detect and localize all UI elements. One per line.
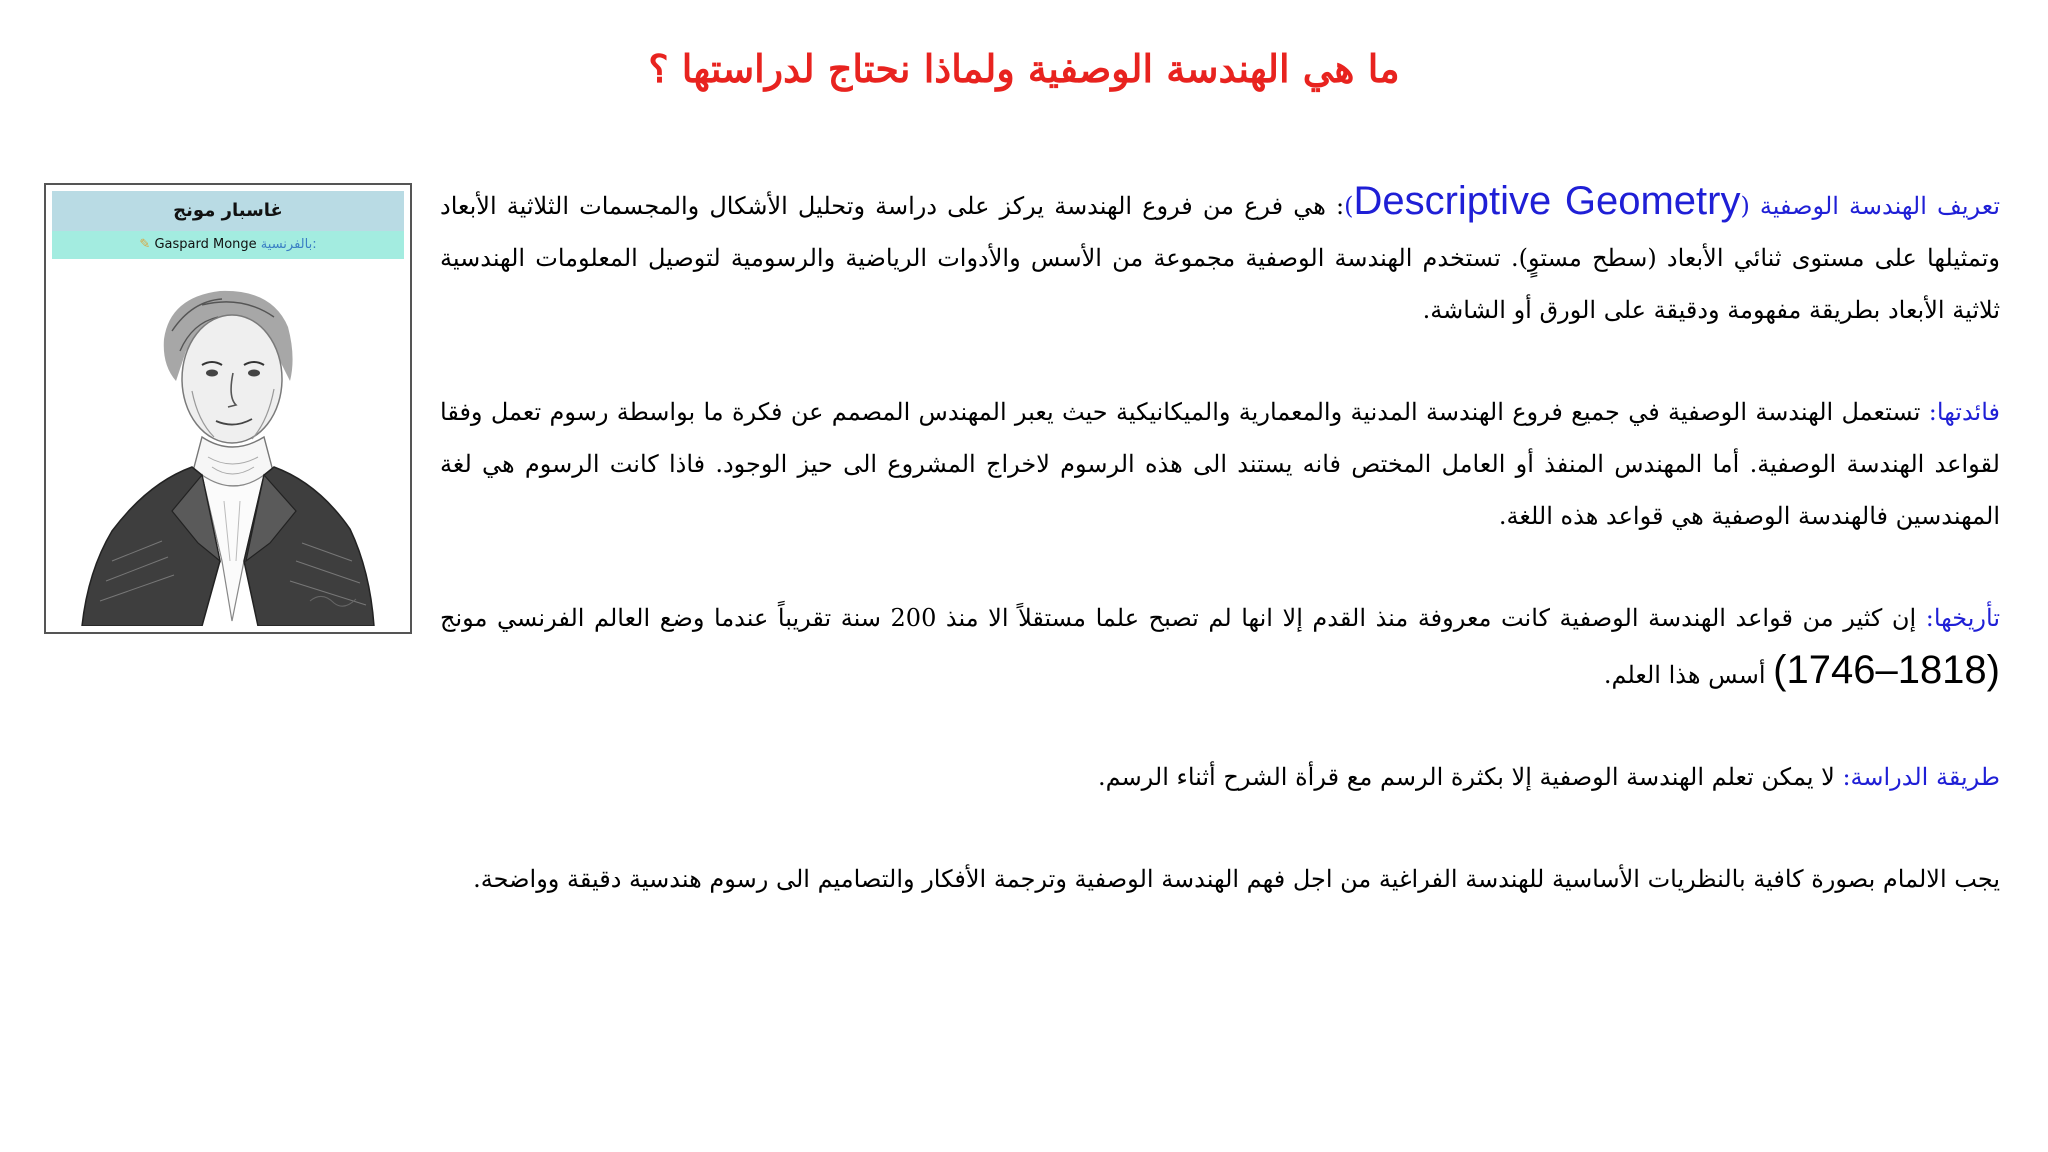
page-title: ما هي الهندسة الوصفية ولماذا نحتاج لدراستها ؟ bbox=[648, 46, 1400, 91]
method-text: لا يمكن تعلم الهندسة الوصفية إلا بكثرة الرسم مع قرأة الشرح أثناء الرسم. bbox=[1097, 763, 1843, 791]
definition-close: ) bbox=[1344, 192, 1354, 220]
definition-label: تعريف الهندسة الوصفية ( bbox=[1740, 192, 2001, 220]
card-subtitle bbox=[52, 231, 404, 259]
method-label: طريقة الدراسة: bbox=[1842, 763, 2000, 791]
history-years: (1746–1818) bbox=[1773, 648, 2000, 692]
history-text: إن كثير من قواعد الهندسة الوصفية كانت معروفة منذ القدم إلا انها لم تصبح علما مستقلاً الا منذ 200 سنة تقريباً عندما وضع العالم الفرنسي مونج bbox=[440, 604, 1926, 632]
definition-latin-term: Descriptive Geometry bbox=[1353, 179, 1741, 223]
definition-text: : هي فرع من فروع الهندسة يركز على دراسة وتحليل الأشكال والمجسمات الثلاثية الأبعاد وتمثيلها على مستوى ثنائي الأبعاد (سطح مستوٍ). تستخدم الهندسة الوصفية مجموعة من الأسس والأدوات الرياضية والرسومية لتوصيل المعلومات الهندسية ثلاثية الأبعاد بطريقة مفهومة ودقيقة على الورق أو الشاشة. bbox=[440, 192, 2000, 324]
pencil-icon: ✎ bbox=[139, 237, 151, 252]
benefit-text: تستعمل الهندسة الوصفية في جميع فروع الهندسة المدنية والمعمارية والميكانيكية حيث يعبر المهندس المصمم عن فكرة ما بواسطة رسوم تعمل وفقا لقواعد الهندسة الوصفية. أما المهندس المنفذ أو العامل المختص فانه يستند الى هذه الرسوم لاخراج المشروع الى حيز الوجود. فاذا كانت الرسوم هي لغة المهندسين فالهندسة الوصفية هي قواعد هذه اللغة. bbox=[440, 398, 2000, 530]
history-paragraph bbox=[440, 592, 2000, 701]
card-name-arabic: غاسبار مونج bbox=[52, 191, 404, 231]
content-body bbox=[440, 175, 2000, 955]
history-label: تأريخها: bbox=[1925, 604, 2000, 632]
benefit-paragraph bbox=[440, 386, 2000, 542]
closing-paragraph bbox=[440, 853, 2000, 905]
method-paragraph bbox=[440, 751, 2000, 803]
benefit-label: فائدتها: bbox=[1928, 398, 2000, 426]
portrait-card bbox=[44, 183, 412, 634]
card-name-french: Gaspard Monge bbox=[154, 237, 257, 252]
portrait-engraving bbox=[52, 261, 404, 626]
history-tail: أسس هذا العلم. bbox=[1603, 661, 1774, 689]
card-sub-label: بالفرنسية: bbox=[260, 237, 317, 252]
definition-paragraph bbox=[440, 175, 2000, 336]
closing-text: يجب الالمام بصورة كافية بالنظريات الأساسية للهندسة الفراغية من اجل فهم الهندسة الوصفية وترجمة الأفكار والتصاميم الى رسوم هندسية دقيقة وواضحة. bbox=[473, 865, 2000, 893]
